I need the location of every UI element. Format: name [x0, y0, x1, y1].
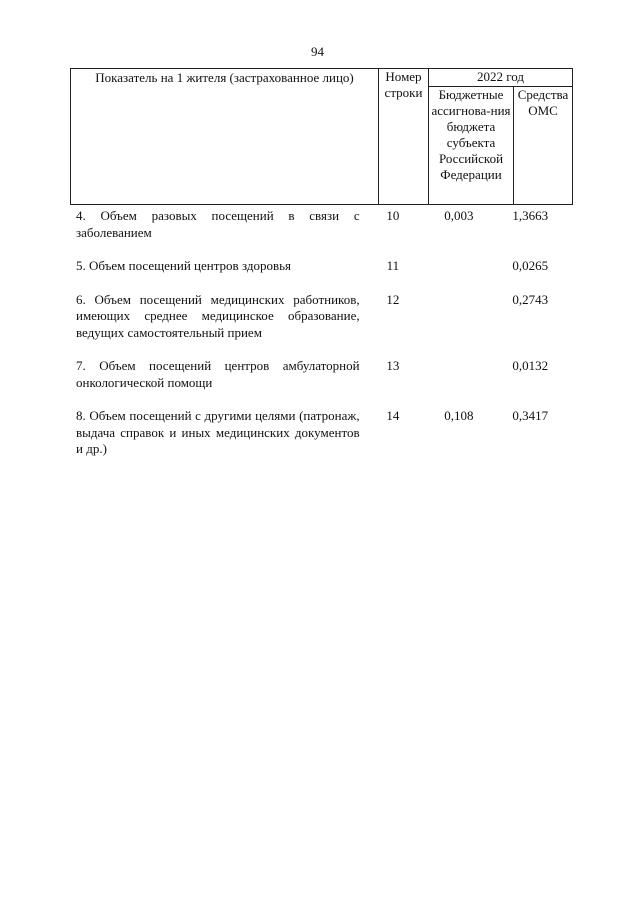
row-budget-value [417, 258, 500, 275]
table-row [70, 258, 560, 275]
table-row [70, 208, 560, 241]
row-number: 14 [386, 408, 400, 423]
row-number: 11 [386, 258, 400, 273]
row-budget-value [417, 358, 500, 391]
header-indicator: Показатель на 1 жителя (застрахованное лицо) [71, 69, 379, 205]
row-name: 8. Объем посещений с другими целями (патронаж, выдача справок и иных медицинских документов и др.) [76, 408, 360, 456]
row-oms-value: 0,2743 [512, 291, 549, 307]
row-oms-value: 0,3417 [512, 408, 549, 423]
page-number: 94 [311, 44, 324, 59]
row-budget-value: 0,003 [444, 208, 474, 223]
row-budget-value [417, 292, 500, 342]
row-name: 4. Объем разовых посещений в связи с заболеванием [76, 208, 360, 240]
row-oms-value: 0,0132 [512, 358, 549, 373]
row-name: 5. Объем посещений центров здоровья [76, 258, 292, 273]
header-oms: Средства ОМС [514, 87, 573, 205]
row-name: 6. Объем посещений медицинских работников, имеющих среднее медицинское образование, ведущих самостоятельный прием [76, 291, 360, 340]
row-budget-value: 0,108 [444, 408, 474, 423]
header-year: 2022 год [429, 69, 573, 87]
table-header [70, 68, 573, 205]
table-body [70, 208, 560, 475]
header-budget: Бюджетные ассигнова-ния бюджета субъекта Российской Федерации [429, 87, 514, 205]
table-row [70, 408, 560, 458]
row-number: 10 [386, 208, 400, 223]
table-row [70, 292, 560, 342]
row-number: 12 [386, 291, 400, 307]
row-number: 13 [386, 358, 400, 373]
table-row [70, 358, 560, 391]
row-oms-value: 0,0265 [512, 258, 549, 273]
row-oms-value: 1,3663 [512, 208, 549, 223]
header-row-number: Номер строки [379, 69, 429, 205]
row-name: 7. Объем посещений центров амбулаторной онкологической помощи [76, 358, 360, 390]
